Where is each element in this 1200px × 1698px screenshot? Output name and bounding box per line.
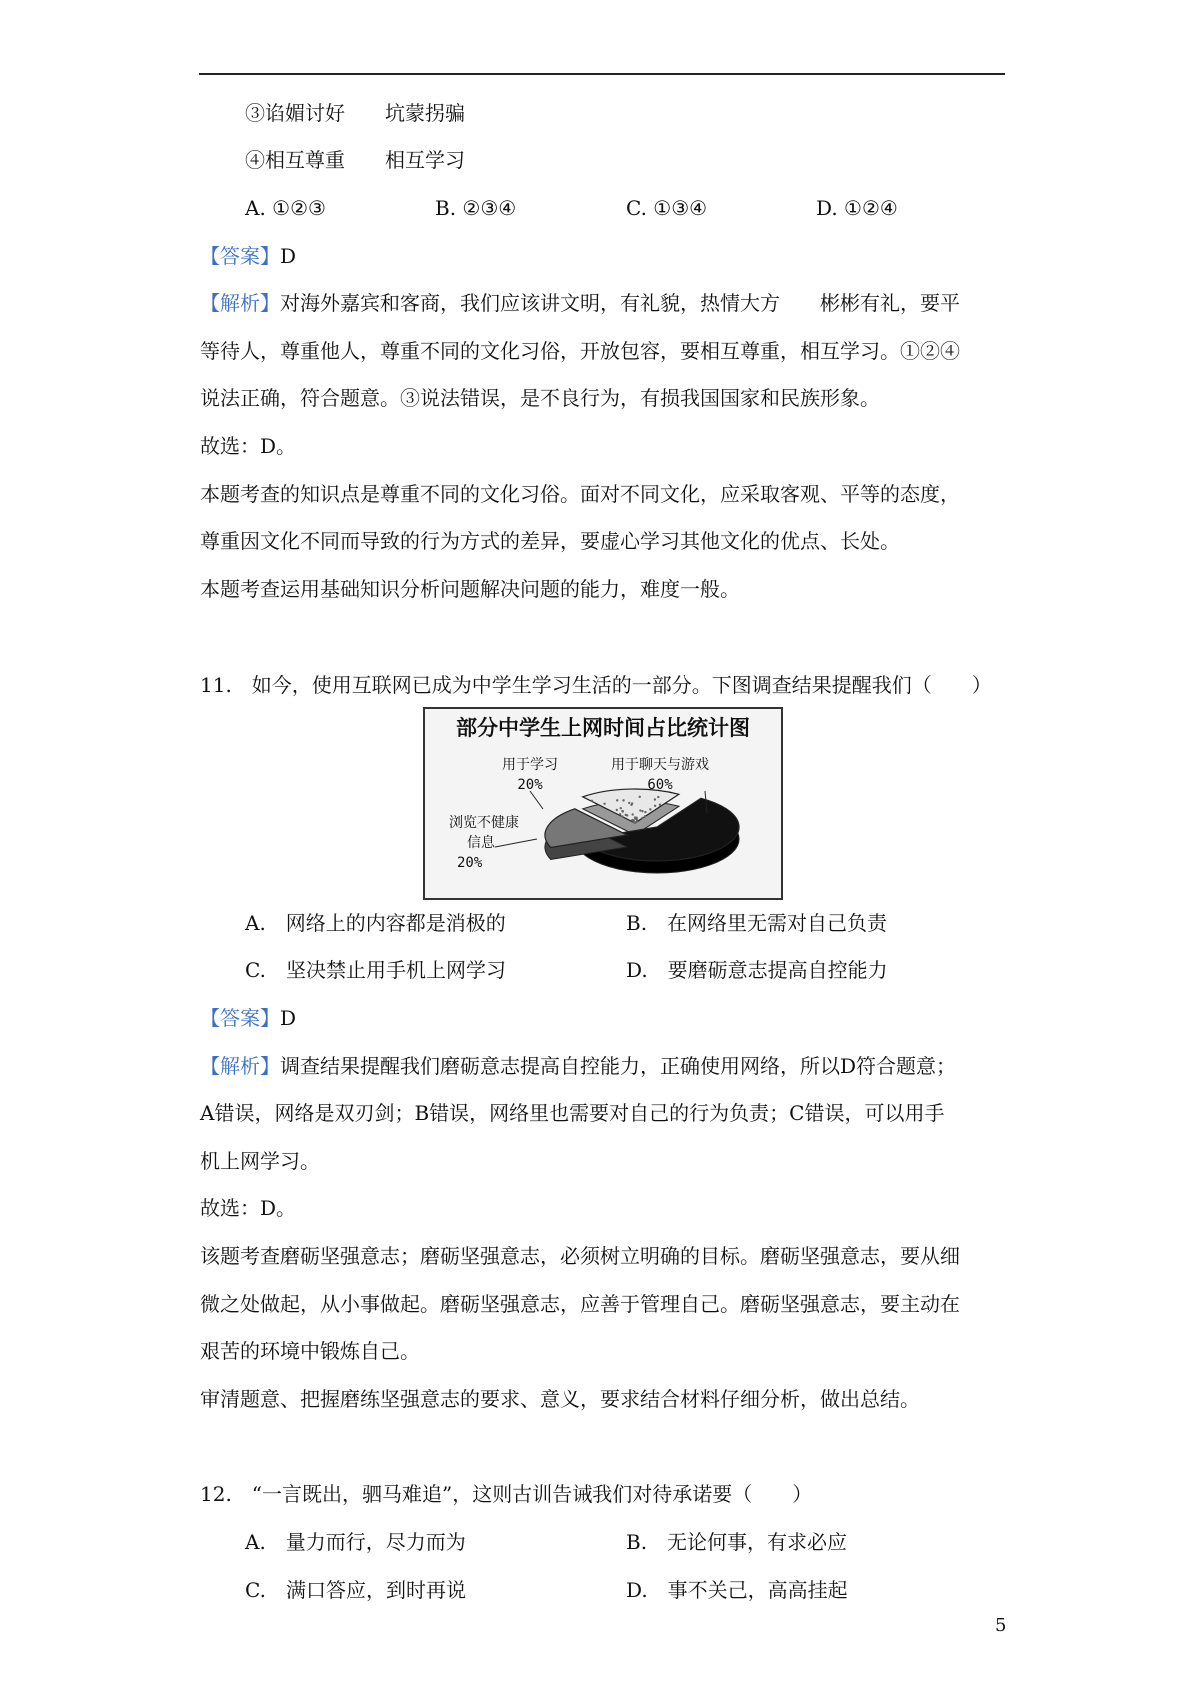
q10-analysis-line bbox=[200, 290, 960, 316]
pie-texture-dot bbox=[616, 809, 618, 811]
pie-texture-dot bbox=[631, 813, 633, 815]
q11-stem: 11. 如今，使用互联网已成为中学生学习生活的一部分。下图调查结果提醒我们（ ） bbox=[200, 673, 992, 697]
pie-texture-dot bbox=[621, 815, 623, 817]
pie-texture-dot bbox=[622, 799, 624, 801]
answer-tag: 【答案】 bbox=[200, 1006, 280, 1030]
q10-option-c: C. ①③④ bbox=[626, 196, 708, 220]
q11-option-d: D. 要磨砺意志提高自控能力 bbox=[626, 958, 888, 982]
pie-texture-dot bbox=[631, 802, 633, 804]
pie-texture-dot bbox=[635, 817, 637, 819]
pie-texture-dot bbox=[641, 810, 643, 812]
q10-item-3: ③谄媚讨好 坑蒙拐骗 bbox=[245, 101, 465, 125]
pie-texture-dot bbox=[591, 800, 593, 802]
pie-texture-dot bbox=[603, 803, 605, 805]
analysis-text: 调查结果提醒我们磨砺意志提高自控能力，正确使用网络，所以D符合题意； bbox=[280, 1054, 957, 1078]
pie-chart-figure bbox=[423, 707, 783, 900]
q10-option-b: B. ②③④ bbox=[435, 196, 517, 220]
q11-analysis-line: A错误，网络是双刃剑；B错误，网络里也需要对自己的行为负责；C错误，可以用手 bbox=[200, 1101, 945, 1125]
q12-option-a: A. 量力而行，尽力而为 bbox=[245, 1530, 466, 1554]
pie-texture-dot bbox=[649, 808, 651, 810]
chart-label-用于聊天与游戏-2: 60% bbox=[647, 777, 673, 793]
q10-analysis-line: 故选：D。 bbox=[200, 434, 297, 458]
chart-title: 部分中学生上网时间占比统计图 bbox=[456, 716, 750, 740]
pie-texture-dot bbox=[619, 813, 621, 815]
page-number: 5 bbox=[995, 1615, 1007, 1636]
pie-texture-dot bbox=[654, 805, 656, 807]
answer-tag: 【答案】 bbox=[200, 244, 280, 268]
chart-label-用于聊天与游戏-1: 用于聊天与游戏 bbox=[611, 757, 709, 773]
q10-option-a: A. ①②③ bbox=[245, 196, 326, 220]
pie-texture-dot bbox=[625, 814, 627, 816]
q10-analysis-line: 说法正确，符合题意。③说法错误，是不良行为，有损我国国家和民族形象。 bbox=[200, 386, 880, 410]
q12-option-d: D. 事不关己，高高挂起 bbox=[626, 1578, 848, 1602]
pie-texture-dot bbox=[639, 809, 641, 811]
chart-label-用于学习-2: 20% bbox=[517, 777, 543, 793]
pie-texture-dot bbox=[616, 799, 618, 801]
q11-analysis-line: 故选：D。 bbox=[200, 1196, 297, 1220]
pie-texture-dot bbox=[659, 804, 661, 806]
q11-analysis-line: 艰苦的环境中锻炼自己。 bbox=[200, 1339, 420, 1363]
chart-label-用于学习-1: 用于学习 bbox=[502, 757, 558, 773]
q10-item-4: ④相互尊重 相互学习 bbox=[245, 148, 465, 172]
q11-analysis-line: 该题考查磨砺坚强意志；磨砺坚强意志，必须树立明确的目标。磨砺坚强意志，要从细 bbox=[200, 1244, 960, 1268]
pie-texture-dot bbox=[644, 815, 646, 817]
pie-texture-dot bbox=[657, 796, 659, 798]
pie-texture-dot bbox=[639, 796, 641, 798]
chart-label-浏览不健康信息-3: 20% bbox=[457, 855, 483, 871]
q10-analysis-line: 本题考查的知识点是尊重不同的文化习俗。面对不同文化，应采取客观、平等的态度， bbox=[200, 482, 960, 506]
chart-leader-line-1 bbox=[530, 791, 543, 809]
pie-texture-dot bbox=[654, 798, 656, 800]
chart-label-浏览不健康信息-2: 信息 bbox=[467, 835, 495, 851]
q11-analysis-line: 微之处做起，从小事做起。磨砺坚强意志，应善于管理自己。磨砺坚强意志，要主动在 bbox=[200, 1292, 960, 1316]
analysis-tag: 【解析】 bbox=[200, 1054, 280, 1078]
q10-answer bbox=[200, 243, 296, 269]
q10-option-d: D. ①②④ bbox=[816, 196, 898, 220]
q12-stem: 12. “一言既出，驷马难追”，这则古训告诫我们对待承诺要（ ） bbox=[200, 1482, 813, 1506]
pie-texture-dot bbox=[636, 820, 638, 822]
q10-analysis-line: 等待人，尊重他人，尊重不同的文化习俗，开放包容，要相互尊重，相互学习。①②④ bbox=[200, 339, 960, 363]
header-rule bbox=[199, 73, 1005, 75]
q11-analysis-line: 审清题意、把握磨练坚强意志的要求、意义，要求结合材料仔细分析，做出总结。 bbox=[200, 1387, 920, 1411]
pie-chart bbox=[425, 709, 781, 898]
q11-option-c: C. 坚决禁止用手机上网学习 bbox=[245, 958, 506, 982]
q10-analysis-line: 尊重因文化不同而导致的行为方式的差异，要虚心学习其他文化的优点、长处。 bbox=[200, 529, 900, 553]
answer-value: D bbox=[280, 1006, 297, 1030]
answer-value: D bbox=[280, 244, 297, 268]
q11-analysis-line: 机上网学习。 bbox=[200, 1149, 320, 1173]
analysis-text: 对海外嘉宾和客商，我们应该讲文明，有礼貌，热情大方 彬彬有礼，要平 bbox=[280, 291, 960, 315]
q12-option-b: B. 无论何事，有求必应 bbox=[626, 1530, 848, 1554]
analysis-tag: 【解析】 bbox=[200, 291, 280, 315]
pie-texture-dot bbox=[620, 807, 622, 809]
q10-analysis-line: 本题考查运用基础知识分析问题解决问题的能力，难度一般。 bbox=[200, 577, 740, 601]
chart-leader-line-3 bbox=[495, 839, 537, 847]
chart-label-浏览不健康信息-1: 浏览不健康 bbox=[449, 815, 519, 831]
q11-option-b: B. 在网络里无需对自己负责 bbox=[626, 911, 888, 935]
pie-texture-dot bbox=[631, 819, 633, 821]
pie-texture-dot bbox=[644, 811, 646, 813]
q11-option-a: A. 网络上的内容都是消极的 bbox=[245, 911, 506, 935]
q11-analysis-line bbox=[200, 1053, 956, 1079]
pie-texture-dot bbox=[641, 817, 643, 819]
q12-option-c: C. 满口答应，到时再说 bbox=[245, 1578, 466, 1602]
pie-texture-dot bbox=[628, 802, 630, 804]
q11-answer bbox=[200, 1005, 296, 1031]
pie-texture-dot bbox=[622, 810, 624, 812]
